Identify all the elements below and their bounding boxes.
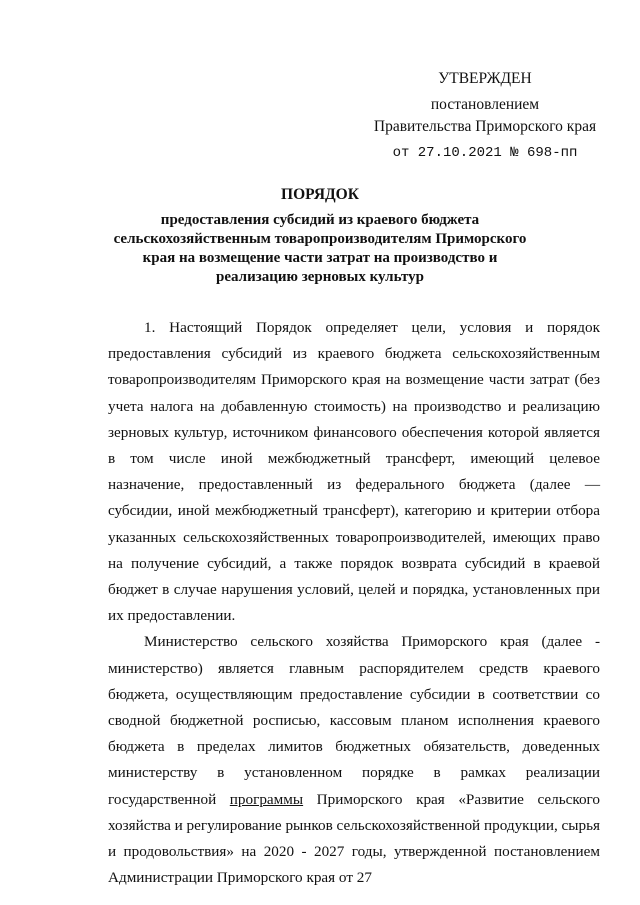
program-link[interactable]: программы bbox=[229, 790, 304, 808]
document-subtitle: предоставления субсидий из краевого бюджета сельскохозяйственным товаропроизводителям Приморского края на возмещение части затрат на производство и реализацию зерновых культур bbox=[113, 212, 527, 285]
paragraph-2-text-after: Приморского края «Развитие сельского хозяйства и регулирование рынков сельскохозяйственной продукции, сырья и продовольствия» на 2020 - 2027 годы, утвержденной постановлением Администрации Приморского края от 27 bbox=[108, 790, 601, 887]
approval-date-number: от 27.10.2021 № 698-пп bbox=[392, 145, 578, 161]
paragraph-1-text: 1. Настоящий Порядок определяет цели, условия и порядок предоставления субсидий из краевого бюджета сельскохозяйственным товаропроизводителям Приморского края на возмещение части затрат (без учета налога на добавленную стоимость) на производство и реализацию зерновых культур, источником финансового обеспечения которой является в том числе иной межбюджетный трансферт, имеющий целевое назначение, предоставленный из федерального бюджета (далее — субсидии, иной межбюджетный трансферт), категорию и критерии отбора указанных сельскохозяйственных товаропроизводителей, имеющих право на получение субсидий, а также порядок возврата субсидий в краевой бюджет в случае нарушения условий, целей и порядка, установленных при их предоставлении. bbox=[108, 319, 600, 625]
paragraph-2 bbox=[108, 629, 600, 891]
approval-by-resolution: постановлением bbox=[430, 96, 540, 113]
approval-approved: УТВЕРЖДЕН bbox=[438, 70, 532, 87]
approval-government: Правительства Приморского края bbox=[373, 118, 597, 135]
document-title: ПОРЯДОК bbox=[281, 186, 359, 203]
approval-stamp bbox=[360, 68, 610, 164]
document-body bbox=[108, 315, 600, 891]
paragraph-2-text-before: Министерство сельского хозяйства Приморского края (далее - министерство) является главным распорядителем средств краевого бюджета, осуществляющим предоставление субсидии в соответствии со сводной бюджетной росписью, кассовым планом исполнения краевого бюджета в пределах лимитов бюджетных обязательств, доведенных министерству в установленном порядке в рамках реализации государственной bbox=[108, 633, 600, 808]
paragraph-1 bbox=[108, 315, 600, 629]
